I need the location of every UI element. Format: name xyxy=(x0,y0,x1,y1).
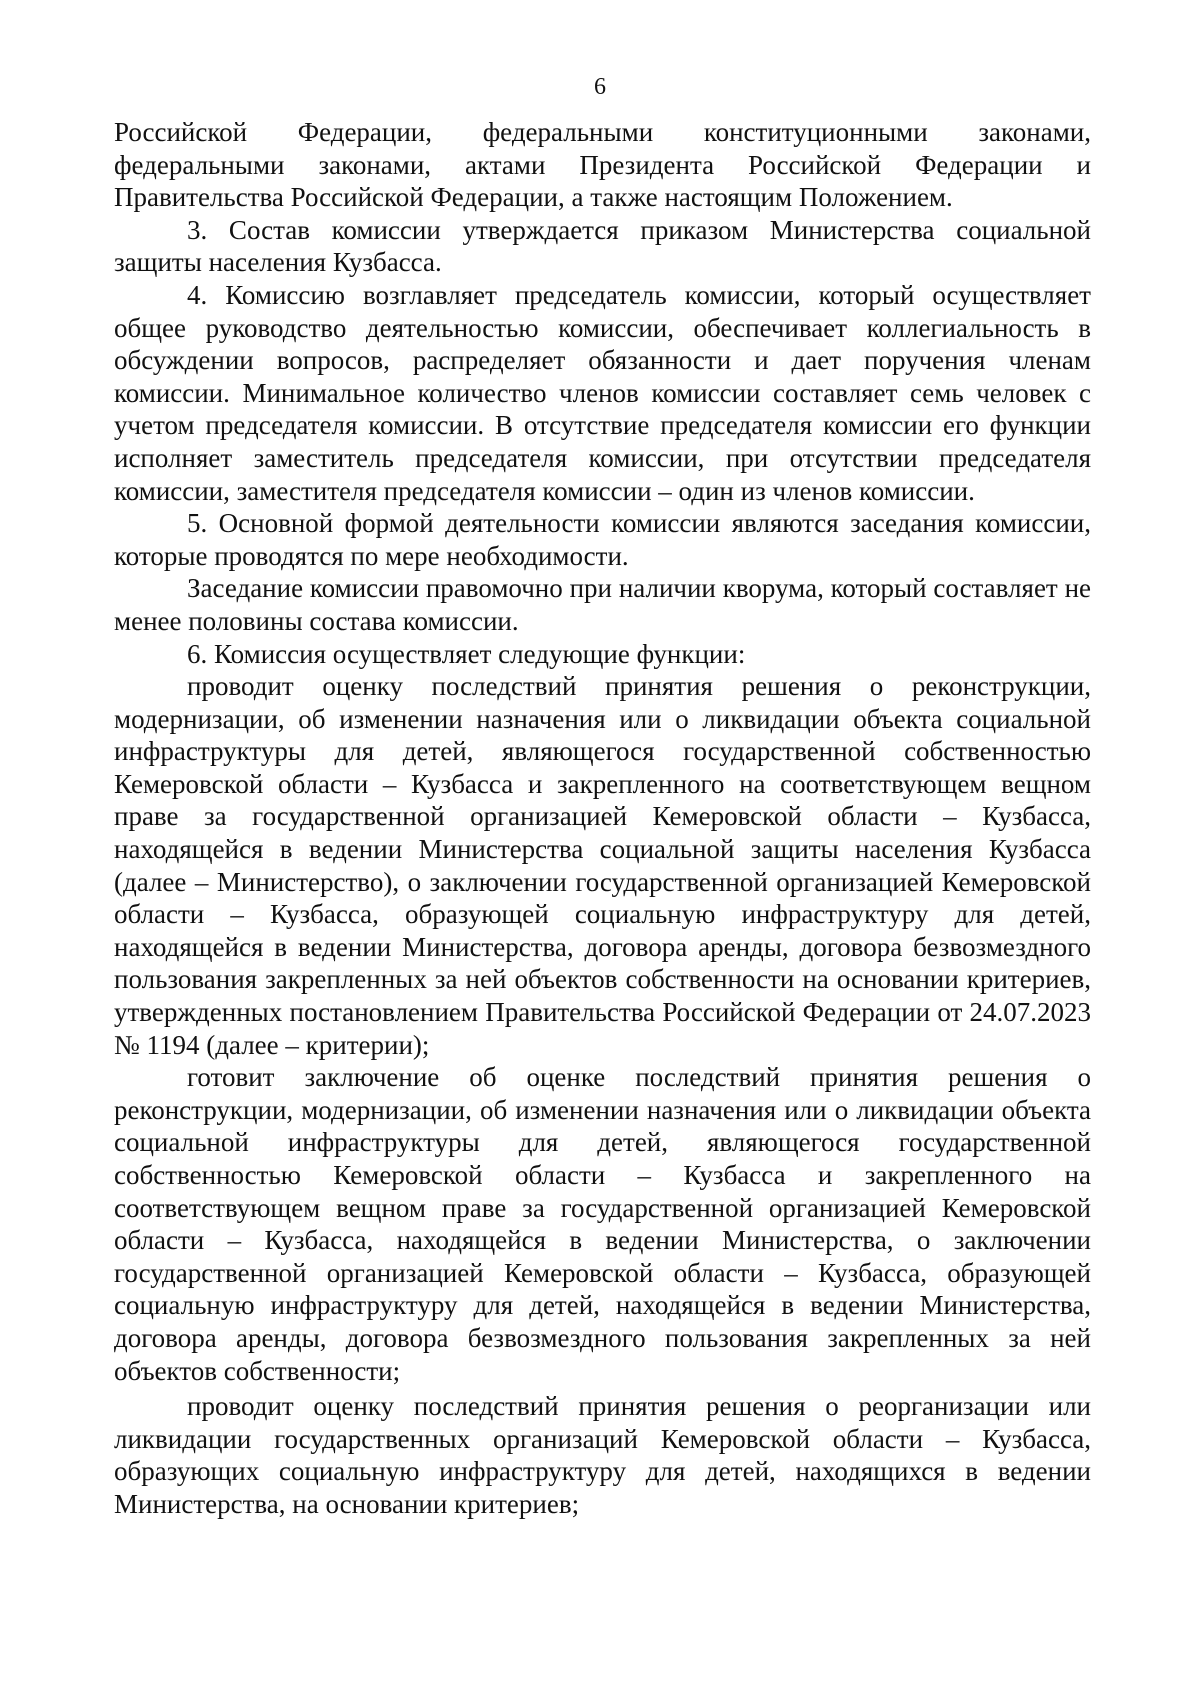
document-body xyxy=(114,116,1091,1521)
paragraph-item-6: 6. Комиссия осуществляет следующие функции: xyxy=(187,638,746,669)
paragraph-item-3: 3. Состав комиссии утверждается приказом Министерства социальной защиты населения Кузбасса. xyxy=(114,214,1091,278)
paragraph-item-5: 5. Основной формой деятельности комиссии являются заседания комиссии, которые проводятся по мере необходимости. xyxy=(114,508,1091,571)
paragraph-quorum: Заседание комиссии правомочно при наличии кворума, который составляет не менее половины состава комиссии. xyxy=(114,573,1091,636)
paragraph-function-conclusion: готовит заключение об оценке последствий принятия решения о реконструкции, модернизации, об изменении назначения или о ликвидации объекта социальной инфраструктуры для детей, являющегося государственной собственностью Кемеровской области – Кузбасса и закрепленного на соответствующем вещном праве за государственной организацией Кемеровской области – Кузбасса, находящейся в ведении Министерства, о заключении государственной организацией Кемеровской области – Кузбасса, образующей социальную инфраструктуру для детей, находящейся в ведении Министерства, договора аренды, договора безвозмездного пользования закрепленных за ней объектов собственности; xyxy=(114,1062,1091,1386)
paragraph-continuation: Российской Федерации, федеральными конституционными законами, федеральными законами, актами Президента Российской Федерации и Правительства Российской Федерации, а также настоящим Положением. xyxy=(114,117,1091,213)
paragraph-function-assessment: проводит оценку последствий принятия решения о реконструкции, модернизации, об изменении назначения или о ликвидации объекта социальной инфраструктуры для детей, являющегося государственной собственностью Кемеровской области – Кузбасса и закрепленного на соответствующем вещном праве за государственной организацией Кемеровской области – Кузбасса, находящейся в ведении Министерства социальной защиты населения Кузбасса (далее – Министерство), о заключении государственной организацией Кемеровской области – Кузбасса, образующей социальную инфраструктуру для детей, находящейся в ведении Министерства, договора аренды, договора безвозмездного пользования закрепленных за ней объектов собственности на основании критериев, утвержденных постановлением Правительства Российской Федерации от 24.07.2023 № 1194 (далее – критерии); xyxy=(114,671,1091,1060)
paragraph-function-reorganization: проводит оценку последствий принятия решения о реорганизации или ликвидации государственных организаций Кемеровской области – Кузбасса, образующих социальную инфраструктуру для детей, находящихся в ведении Министерства, на основании критериев; xyxy=(114,1391,1091,1519)
paragraph-item-4: 4. Комиссию возглавляет председатель комиссии, который осуществляет общее руководство деятельностью комиссии, обеспечивает коллегиальность в обсуждении вопросов, распределяет обязанности и дает поручения членам комиссии. Минимальное количество членов комиссии составляет семь человек с учетом председателя комиссии. В отсутствие председателя комиссии его функции исполняет заместитель председателя комиссии, при отсутствии председателя комиссии, заместителя председателя комиссии – один из членов комиссии. xyxy=(114,279,1091,506)
page-number: 6 xyxy=(594,74,606,100)
